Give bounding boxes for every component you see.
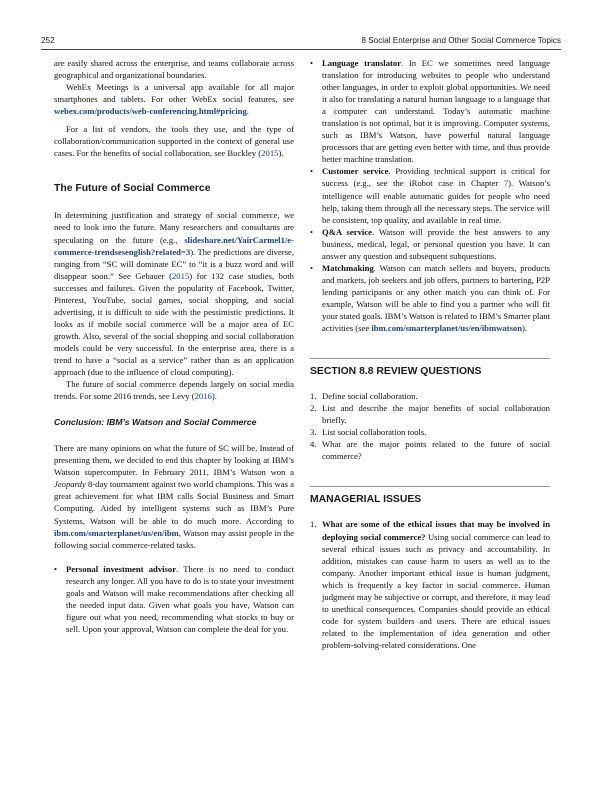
webex-link[interactable]: webex.com/products/web-conferencing.html#pricing <box>54 106 247 117</box>
list-item: 3. List social collaboration tools. <box>310 427 427 438</box>
citation-link[interactable]: 2016 <box>194 391 212 402</box>
paragraph: In determining justification and strategy of social commerce, we need to look into the future. Many researchers and consultants are speculating on the future (e.g., slideshare.net/YairCarmel1/e-commerce-trendsesenglish?related=3). The predictions are diverse, ranging from “SC will dominate EC” to “it is a buzz word and will disappear soon.” See Gebauer (2015) for 132 case studies, both successes and failures. Given the popularity of Facebook, Twitter, Pinterest, YouTube, social games, social shopping, and social advertising, it is difficult to side with the pessimistic predictions. It looks as if mobile social commerce will be a major area of EC growth. Also, several of the social shopping and social collaboration models could be very successful. In the enterprise area, there is a trend to have a “social as a service” rather than as an application approach (due to the influence of cloud computing). <box>54 210 294 378</box>
paragraph: WebEx Meetings is a universal app available for all major smartphones and tablets. For other WebEx social features, see webex.com/products/web-conferencing.html#pricing. <box>54 82 294 117</box>
paragraph: For a list of vendors, the tools they use, and the type of collaboration/communication supported in the context of general use cases. For the benefits of social collaboration, see Buckley (2015). <box>54 124 294 159</box>
list-item: • Customer service. Providing technical support is critical for success (e.g., see the iRobot case in Chapter 7). Watson’s intelligence will enable automatic guides for people who need help, taking them through all the necessary steps. The service will be consistent, top quality, and available in real time. <box>310 166 551 225</box>
list-item: 4. What are the major points related to the future of social commerce? <box>310 439 550 462</box>
list-item: • Language translator. In EC we sometimes need language translation for introducing websites to people who understand other languages, in order to exploit global opportunities. We need it also for translating a natural human language to a language that a computer can understand. Today’s automatic machine translation is not optimal, but it is improving. Computer systems, such as IBM’s Watson, have powerful natural language processors that are getting even better with time, and thus provide better machine translation. <box>310 58 551 165</box>
ibm-smarterplanet-link[interactable]: ibm.com/smarterplanet/us/en/ibm <box>54 527 179 538</box>
right-column <box>310 57 550 651</box>
chapter-link[interactable]: 7 <box>503 178 509 189</box>
bullet-icon: • <box>310 226 314 237</box>
paragraph: There are many opinions on what the future of SC will be. Instead of presenting them, we decided to end this chapter by looking at IBM’s Watson supercomputer. In February 2011, IBM’s Watson won a Jeopardy 8-day tournament against two world champions. This was a great achievement for what IBM calls Social Business and Smart Computing. Aided by intelligent systems such as IBM’s Pure Systems, Watson will be able to do much more. According to ibm.com/smarterplanet/us/en/ibm, Watson may assist people in the following social commerce-related tasks. <box>54 443 294 550</box>
bullet-icon: • <box>310 262 314 273</box>
list-item: • Personal investment advisor. There is no need to conduct research any longer. All you have to do is to state your investment goals and Watson will make recommendations after checking all the needed input data. Given what goals you have, Watson can figure out what you need, recommending what stocks to buy or sell. Upon your approval, Watson can complete the deal for you. <box>54 563 294 634</box>
running-header <box>41 33 561 50</box>
citation-link[interactable]: 2015 <box>171 270 190 281</box>
left-column <box>54 57 294 635</box>
list-item: • Matchmaking. Watson can match sellers and buyers, products and markets, job seekers and job offers, partners to bartering, P2P lending participants or any other match you can think of. For example, Watson will be able to find you a partner who will fit your stated goals. IBM’s Watson is related to IBM’s Smarter plant activities (see ibm.com/smarterplanet/us/en/ibmwatson). <box>310 262 550 334</box>
list-item: 1. What are some of the ethical issues that may be involved in deploying social commerce? Using social commerce can lead to several ethical issues such as privacy and accountability. In addition, mistakes can cause harm to users as well as to the company. Another important ethical issue is human judgment, which is frequently a key factor in social commerce. Human judgment may be subjective or corrupt, and therefore, it may lead to unethical consequences. Companies should provide an ethical code for system builders and users. There are ethical issues related to the implementation of idea generation and other problem-solving-related considerations. One <box>310 519 551 650</box>
list-item: 2. List and describe the major benefits of social collaboration briefly. <box>310 403 550 426</box>
bullet-icon: • <box>310 166 314 177</box>
list-item: • Q&A service. Watson will provide the best answers to any business, medical, legal, or personal question you have. It can answer any question and subsequent subquestions. <box>310 226 550 261</box>
heading-future-of-social-commerce: The Future of Social Commerce <box>54 183 211 195</box>
citation-link[interactable]: 2015 <box>261 148 279 159</box>
slideshare-link[interactable]: slideshare.net/YairCarmel1/e-commerce-trendsesenglish?related=3 <box>54 234 294 257</box>
page-number: 252 <box>41 36 55 45</box>
paragraph: The future of social commerce depends largely on social media trends. For some 2016 trends, see Levy (2016). <box>54 379 294 402</box>
paragraph: are easily shared across the enterprise, and teams collaborate across geographical and organizational boundaries. <box>54 58 294 81</box>
watson-task-list-continued <box>310 57 550 334</box>
section-review-questions-heading: SECTION 8.8 REVIEW QUESTIONS <box>310 358 550 378</box>
bullet-icon: • <box>310 58 314 68</box>
ibm-watson-link[interactable]: ibm.com/smarterplanet/us/en/ibmwatson <box>371 323 523 334</box>
list-item: 1. Define social collaboration. <box>310 391 418 402</box>
running-title: 8 Social Enterprise and Other Social Commerce Topics <box>361 36 561 45</box>
managerial-issues-list <box>310 518 550 651</box>
review-questions-list <box>310 390 550 462</box>
watson-task-list <box>54 563 294 635</box>
heading-conclusion: Conclusion: IBM’s Watson and Social Commerce <box>54 417 257 428</box>
bullet-icon: • <box>54 563 58 574</box>
managerial-issues-heading: MANAGERIAL ISSUES <box>310 486 550 506</box>
